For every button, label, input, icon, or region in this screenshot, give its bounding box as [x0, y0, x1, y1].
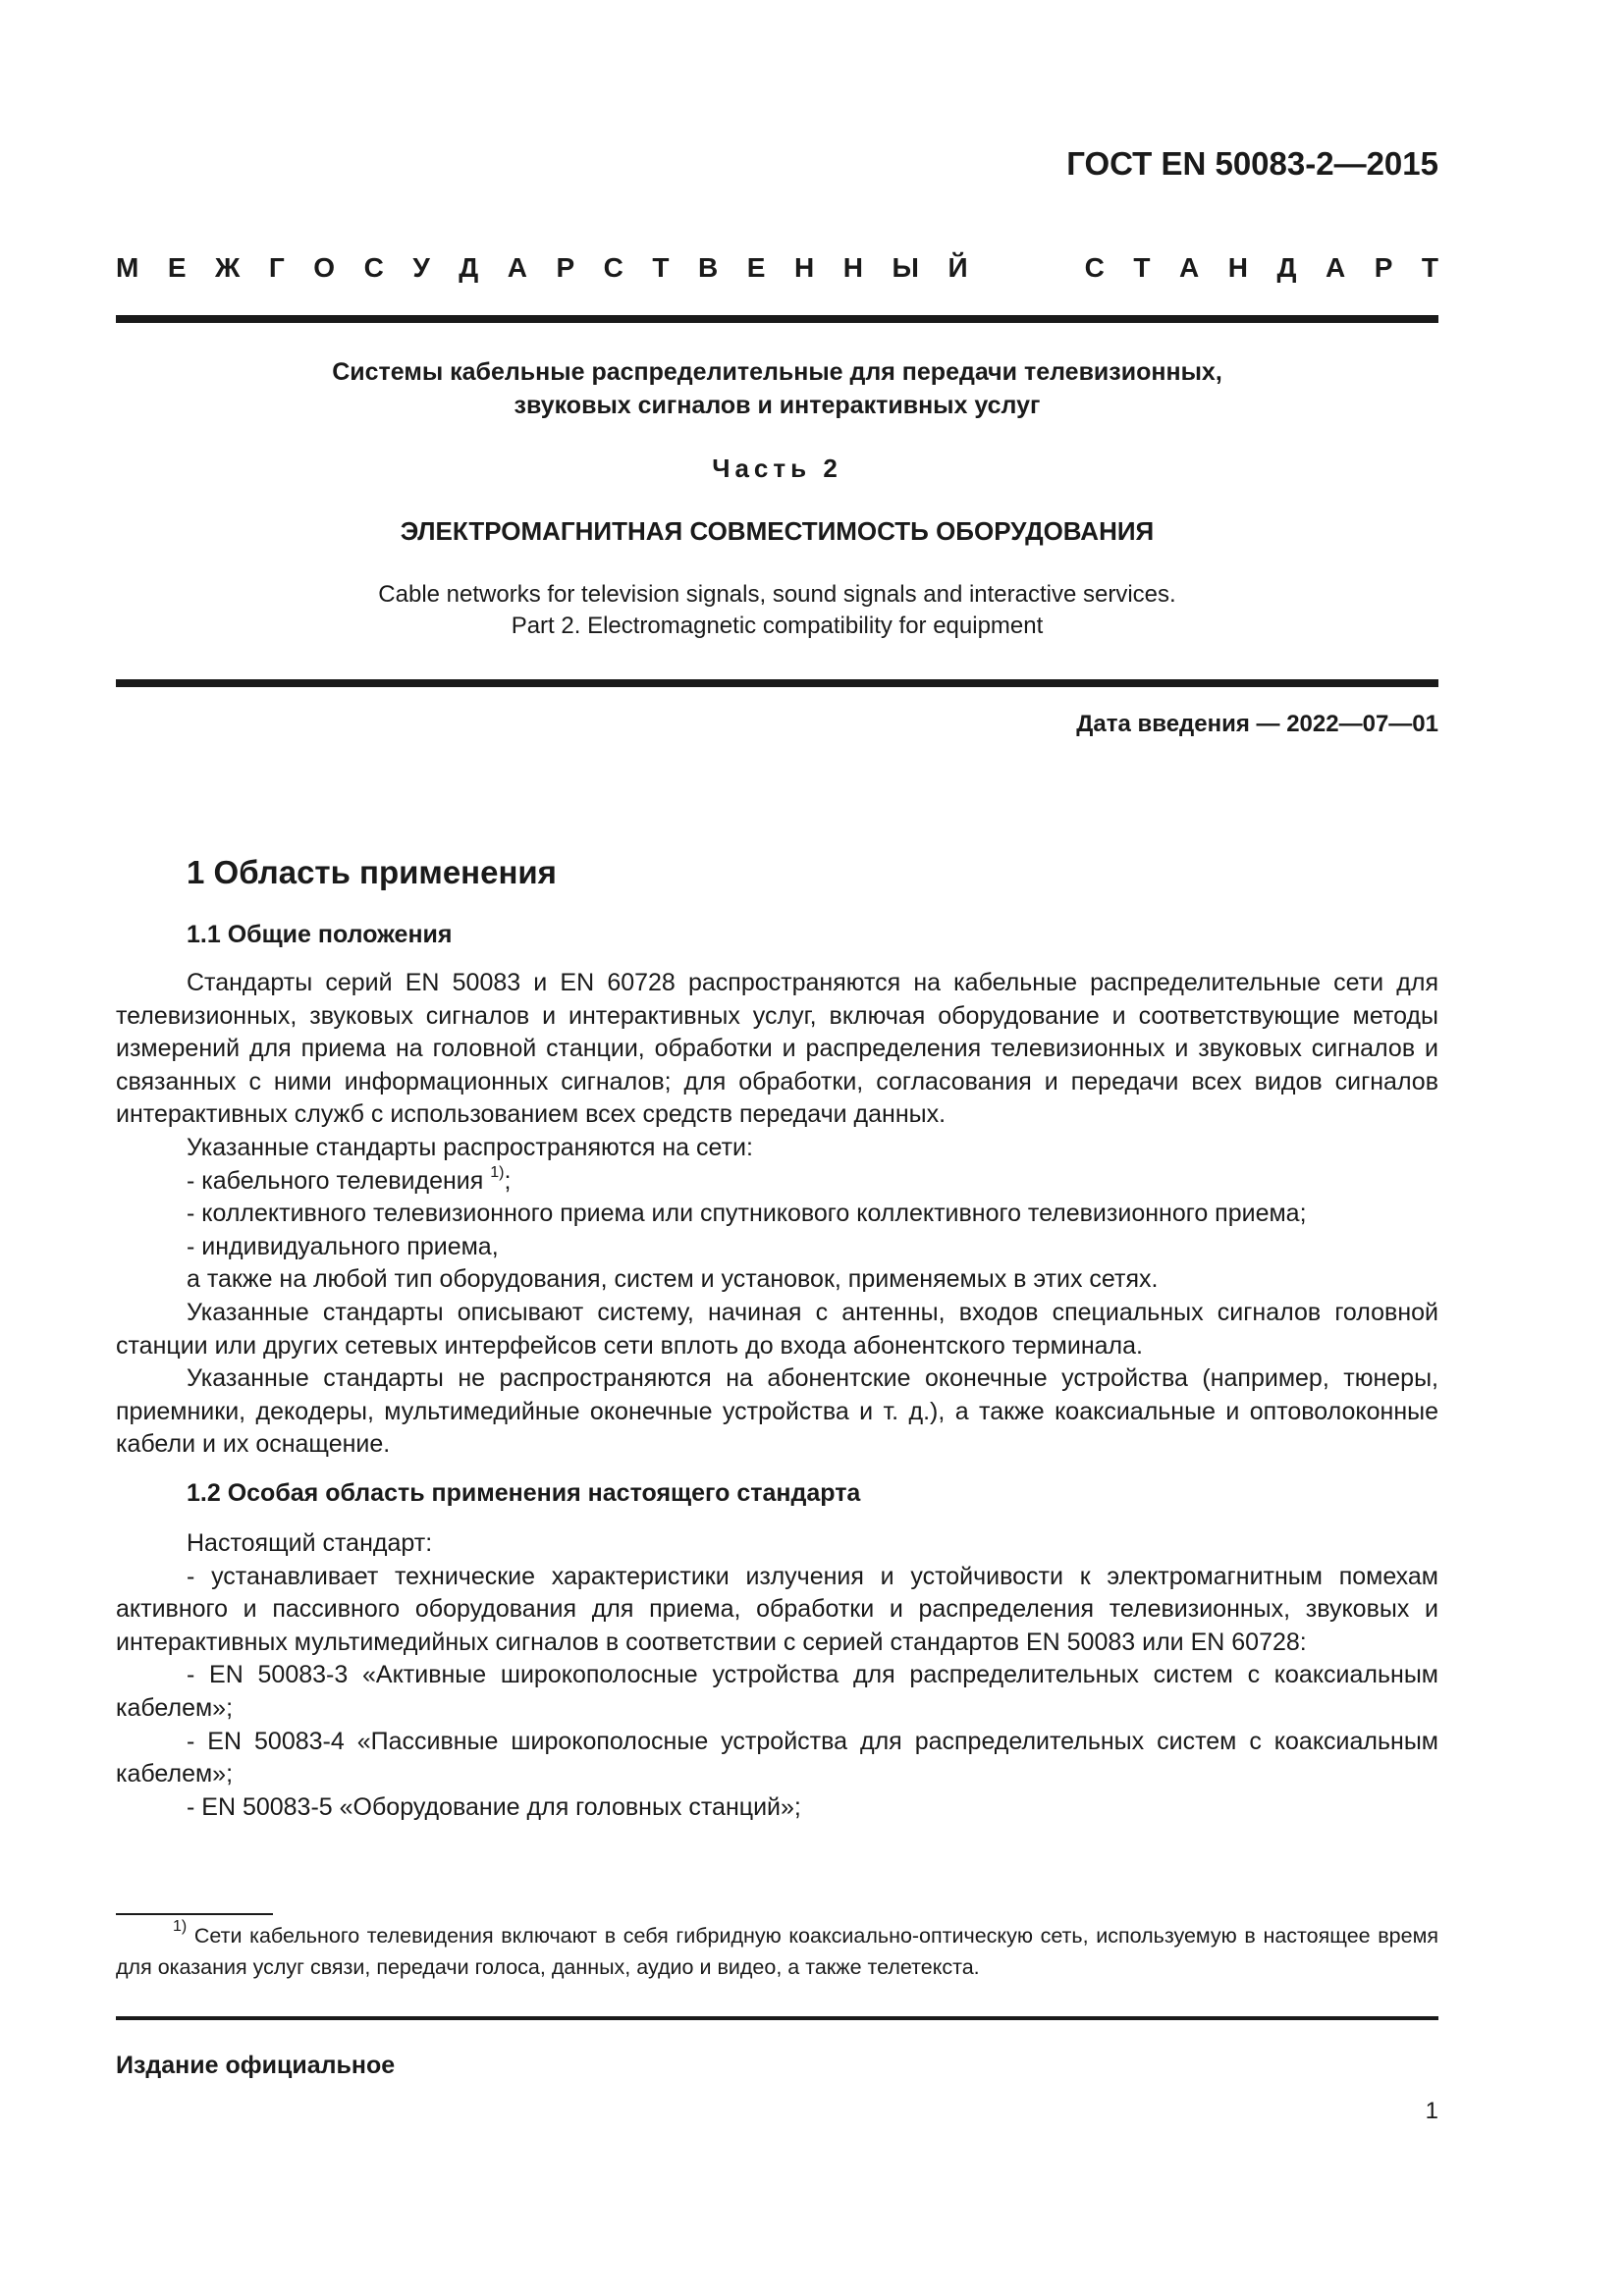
- list-item: - EN 50083-5 «Оборудование для головных станций»;: [187, 1792, 801, 1821]
- heading-letter: Т: [652, 252, 670, 283]
- part-label: Часть 2: [712, 454, 842, 483]
- heading-letter: А: [1178, 252, 1200, 283]
- heading-letter: О: [313, 252, 336, 283]
- document-number: ГОСТ EN 50083-2—2015: [1066, 145, 1438, 182]
- list-item: [116, 1165, 1438, 1199]
- heading-letter: А: [507, 252, 527, 283]
- heading-letter: С: [363, 252, 384, 283]
- heading-letter: Д: [1276, 252, 1297, 283]
- heading-letter: С: [603, 252, 623, 283]
- heading-letter: Р: [556, 252, 575, 283]
- heading-letter: Е: [746, 252, 766, 283]
- title-ru-line: Системы кабельные распределительные для передачи телевизионных,: [332, 358, 1222, 386]
- list-item-text: - кабельного телевидения: [187, 1166, 484, 1195]
- heading-word-gap: [997, 252, 1056, 284]
- heading-letter: М: [116, 252, 139, 283]
- heading-letter: Н: [794, 252, 815, 283]
- heading-letter: Ы: [892, 252, 919, 283]
- list-item: - устанавливает технические характеристики излучения и устойчивости к электромагнитным помехам активного и пассивного оборудования для приема, обработки и распределения телевизионных, звуковых и интерактивных мультимедийных сигналов в соответствии с серией стандартов EN 50083 или EN 60728:: [116, 1562, 1438, 1656]
- heading-letter: Н: [1227, 252, 1248, 283]
- footnote-divider: [116, 1913, 273, 1915]
- section-heading: 1 Область применения: [187, 854, 557, 890]
- heading-letter: У: [412, 252, 430, 283]
- list-item: - индивидуального приема,: [187, 1232, 499, 1260]
- list-item: - EN 50083-3 «Активные широкополосные устройства для распределительных систем с коаксиальным кабелем»;: [116, 1661, 1438, 1722]
- heading-letter: Е: [167, 252, 187, 283]
- paragraph: Стандарты серий EN 50083 и EN 60728 распространяются на кабельные распределительные сети для телевизионных, звуковых сигналов и интерактивных услуг, включая оборудование и соответствующие методы измерений для приема на головной станции, обработки и распределения телевизионных и звуковых сигналов и связанных с ними информационных сигналов; для обработки, согласования и передачи всех видов сигналов интерактивных служб с использованием всех средств передачи данных.: [116, 969, 1438, 1129]
- section-1-2-body: [116, 1527, 1438, 1824]
- part-subtitle: ЭЛЕКТРОМАГНИТНАЯ СОВМЕСТИМОСТЬ ОБОРУДОВАНИЯ: [400, 516, 1155, 546]
- title-divider: [116, 679, 1438, 687]
- heading-letter: А: [1325, 252, 1346, 283]
- title-russian: [116, 355, 1438, 422]
- footer-divider: [116, 2016, 1438, 2020]
- edition-label: Издание официальное: [116, 2052, 396, 2079]
- section-1-1-body: [116, 967, 1438, 1462]
- paragraph: Указанные стандарты описывают систему, начиная с антенны, входов специальных сигналов головной станции или других сетевых интерфейсов сети вплоть до входа абонентского терминала.: [116, 1298, 1438, 1360]
- heading-letter: В: [698, 252, 719, 283]
- heading-letter: Р: [1374, 252, 1393, 283]
- footnote-text-block: [116, 1920, 1438, 1983]
- title-english: [116, 579, 1438, 642]
- list-item: - EN 50083-4 «Пассивные широкополосные устройства для распределительных систем с коаксиальным кабелем»;: [116, 1727, 1438, 1789]
- paragraph: Указанные стандарты не распространяются на абонентские оконечные устройства (например, тюнеры, приемники, декодеры, мультимедийные оконечные устройства и т. д.), а также коаксиальные и оптоволоконные кабели и их оснащение.: [116, 1364, 1438, 1459]
- page-number: 1: [1425, 2098, 1438, 2124]
- footnote-marker: 1): [173, 1918, 188, 1935]
- footnote-text: Сети кабельного телевидения включают в себя гибридную коаксиально-оптическую сеть, используемую в настоящее время для оказания услуг связи, передачи голоса, данных, аудио и видео, а также телетекста.: [116, 1924, 1438, 1979]
- paragraph: Настоящий стандарт:: [187, 1529, 433, 1557]
- subsection-heading: 1.1 Общие положения: [187, 921, 453, 948]
- paragraph: Указанные стандарты распространяются на сети:: [187, 1133, 753, 1161]
- subsection-heading: 1.2 Особая область применения настоящего стандарта: [187, 1479, 861, 1507]
- list-item: - коллективного телевизионного приема или спутникового коллективного телевизионного приема;: [187, 1200, 1307, 1228]
- heading-letter: Т: [1421, 252, 1438, 283]
- heading-letter: Г: [268, 252, 285, 283]
- title-en-line: Cable networks for television signals, sound signals and interactive services.: [378, 581, 1176, 608]
- heading-letter: Т: [1133, 252, 1151, 283]
- standard-type-heading: [116, 252, 1438, 284]
- title-ru-line: звуковых сигналов и интерактивных услуг: [514, 392, 1041, 419]
- heading-letter: Й: [947, 252, 968, 283]
- title-en-line: Part 2. Electromagnetic compatibility for equipment: [511, 613, 1044, 639]
- footnote-reference[interactable]: 1): [490, 1163, 505, 1181]
- heading-letter: Н: [842, 252, 863, 283]
- footnote: [116, 1920, 1438, 1983]
- heading-letter: С: [1084, 252, 1105, 283]
- introduction-date: Дата введения — 2022—07—01: [1076, 711, 1438, 737]
- top-divider: [116, 315, 1438, 323]
- heading-letter: Д: [459, 252, 479, 283]
- paragraph: а также на любой тип оборудования, систем и установок, применяемых в этих сетях.: [187, 1265, 1159, 1294]
- heading-letter: Ж: [215, 252, 241, 283]
- list-item-tail: ;: [504, 1166, 512, 1195]
